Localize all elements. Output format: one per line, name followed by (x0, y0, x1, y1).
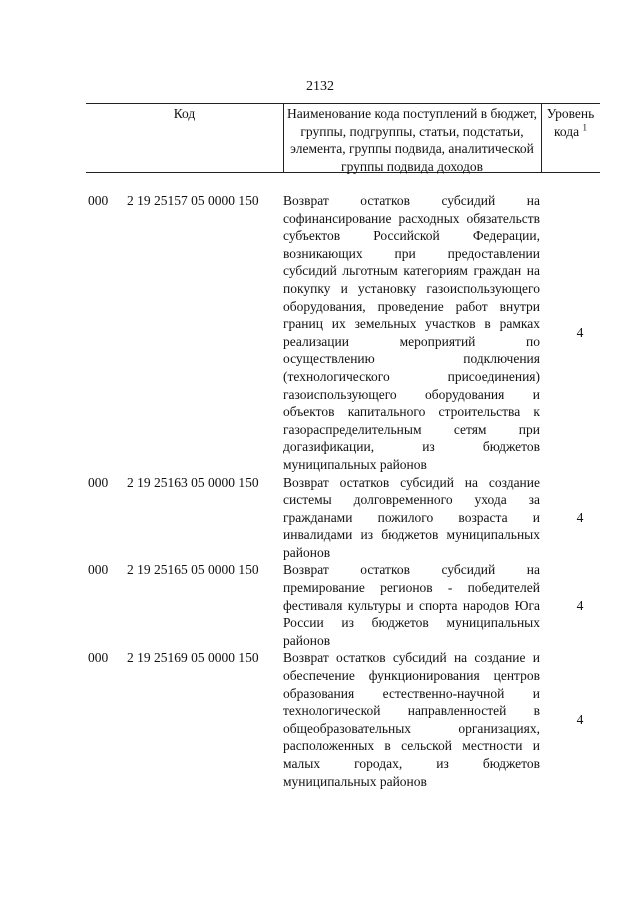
revenue-name: Возврат остатков субсидий на софинансирование расходных обязательств субъектов Российской Федерации, возникающих при предоставлении субсидий льготным категориям граждан на покупку и установку газоиспользующего оборудования, проведение работ внутри границ их земельных участков в рамках реализации мероприятий по осуществлению подключения (технологического присоединения) газоиспользующего оборудования и объектов капитального строительства к газораспределительным сетям при догазификации, из бюджетов муниципальных районов (283, 193, 540, 472)
code-level: 4 (576, 712, 584, 728)
header-name-cell (283, 104, 542, 172)
header-code-cell (86, 104, 284, 172)
table-row (0, 192, 640, 474)
admin-code: 000 (88, 193, 109, 208)
code-level: 4 (576, 324, 584, 340)
header-level-text: Уровень кода (546, 106, 595, 139)
revenue-name: Возврат остатков субсидий на создание и обеспечение функционирования центров образования естественно-научной и технологической направленностей в общеобразовательных организациях, расположенных в сельской местности и малых городах, из бюджетов муниципальных районов (283, 650, 540, 789)
admin-code: 000 (88, 474, 109, 490)
header-level-label (541, 104, 600, 140)
revenue-code: 2 19 25157 05 0000 150 (127, 193, 259, 208)
header-code-label: Код (173, 106, 196, 121)
revenue-name: Возврат остатков субсидий на премирование регионов - победителей фестиваля культуры и спорта народов Юга России из бюджетов муниципальных районов (283, 562, 540, 648)
table-body (0, 192, 640, 790)
revenue-code: 2 19 25165 05 0000 150 (127, 562, 259, 578)
admin-code: 000 (88, 650, 109, 666)
revenue-name: Возврат остатков субсидий на создание системы долговременного ухода за гражданами пожилого возраста и инвалидами из бюджетов муниципальных районов (283, 474, 540, 560)
table-row (0, 561, 640, 649)
table-row (0, 649, 640, 790)
admin-code: 000 (88, 562, 109, 578)
header-name-label: Наименование кода поступлений в бюджет, группы, подгруппы, статьи, подстатьи, элемента, группы подвида, аналитической группы подвида доходов (286, 106, 537, 174)
table-row (0, 474, 640, 562)
revenue-code: 2 19 25169 05 0000 150 (127, 650, 259, 666)
page-number: 2132 (306, 79, 334, 94)
code-level: 4 (576, 509, 584, 525)
code-level: 4 (576, 597, 584, 613)
header-level-footnote: 1 (582, 122, 587, 133)
table-header (86, 103, 600, 173)
header-level-cell (541, 104, 600, 172)
revenue-code: 2 19 25163 05 0000 150 (127, 474, 259, 490)
